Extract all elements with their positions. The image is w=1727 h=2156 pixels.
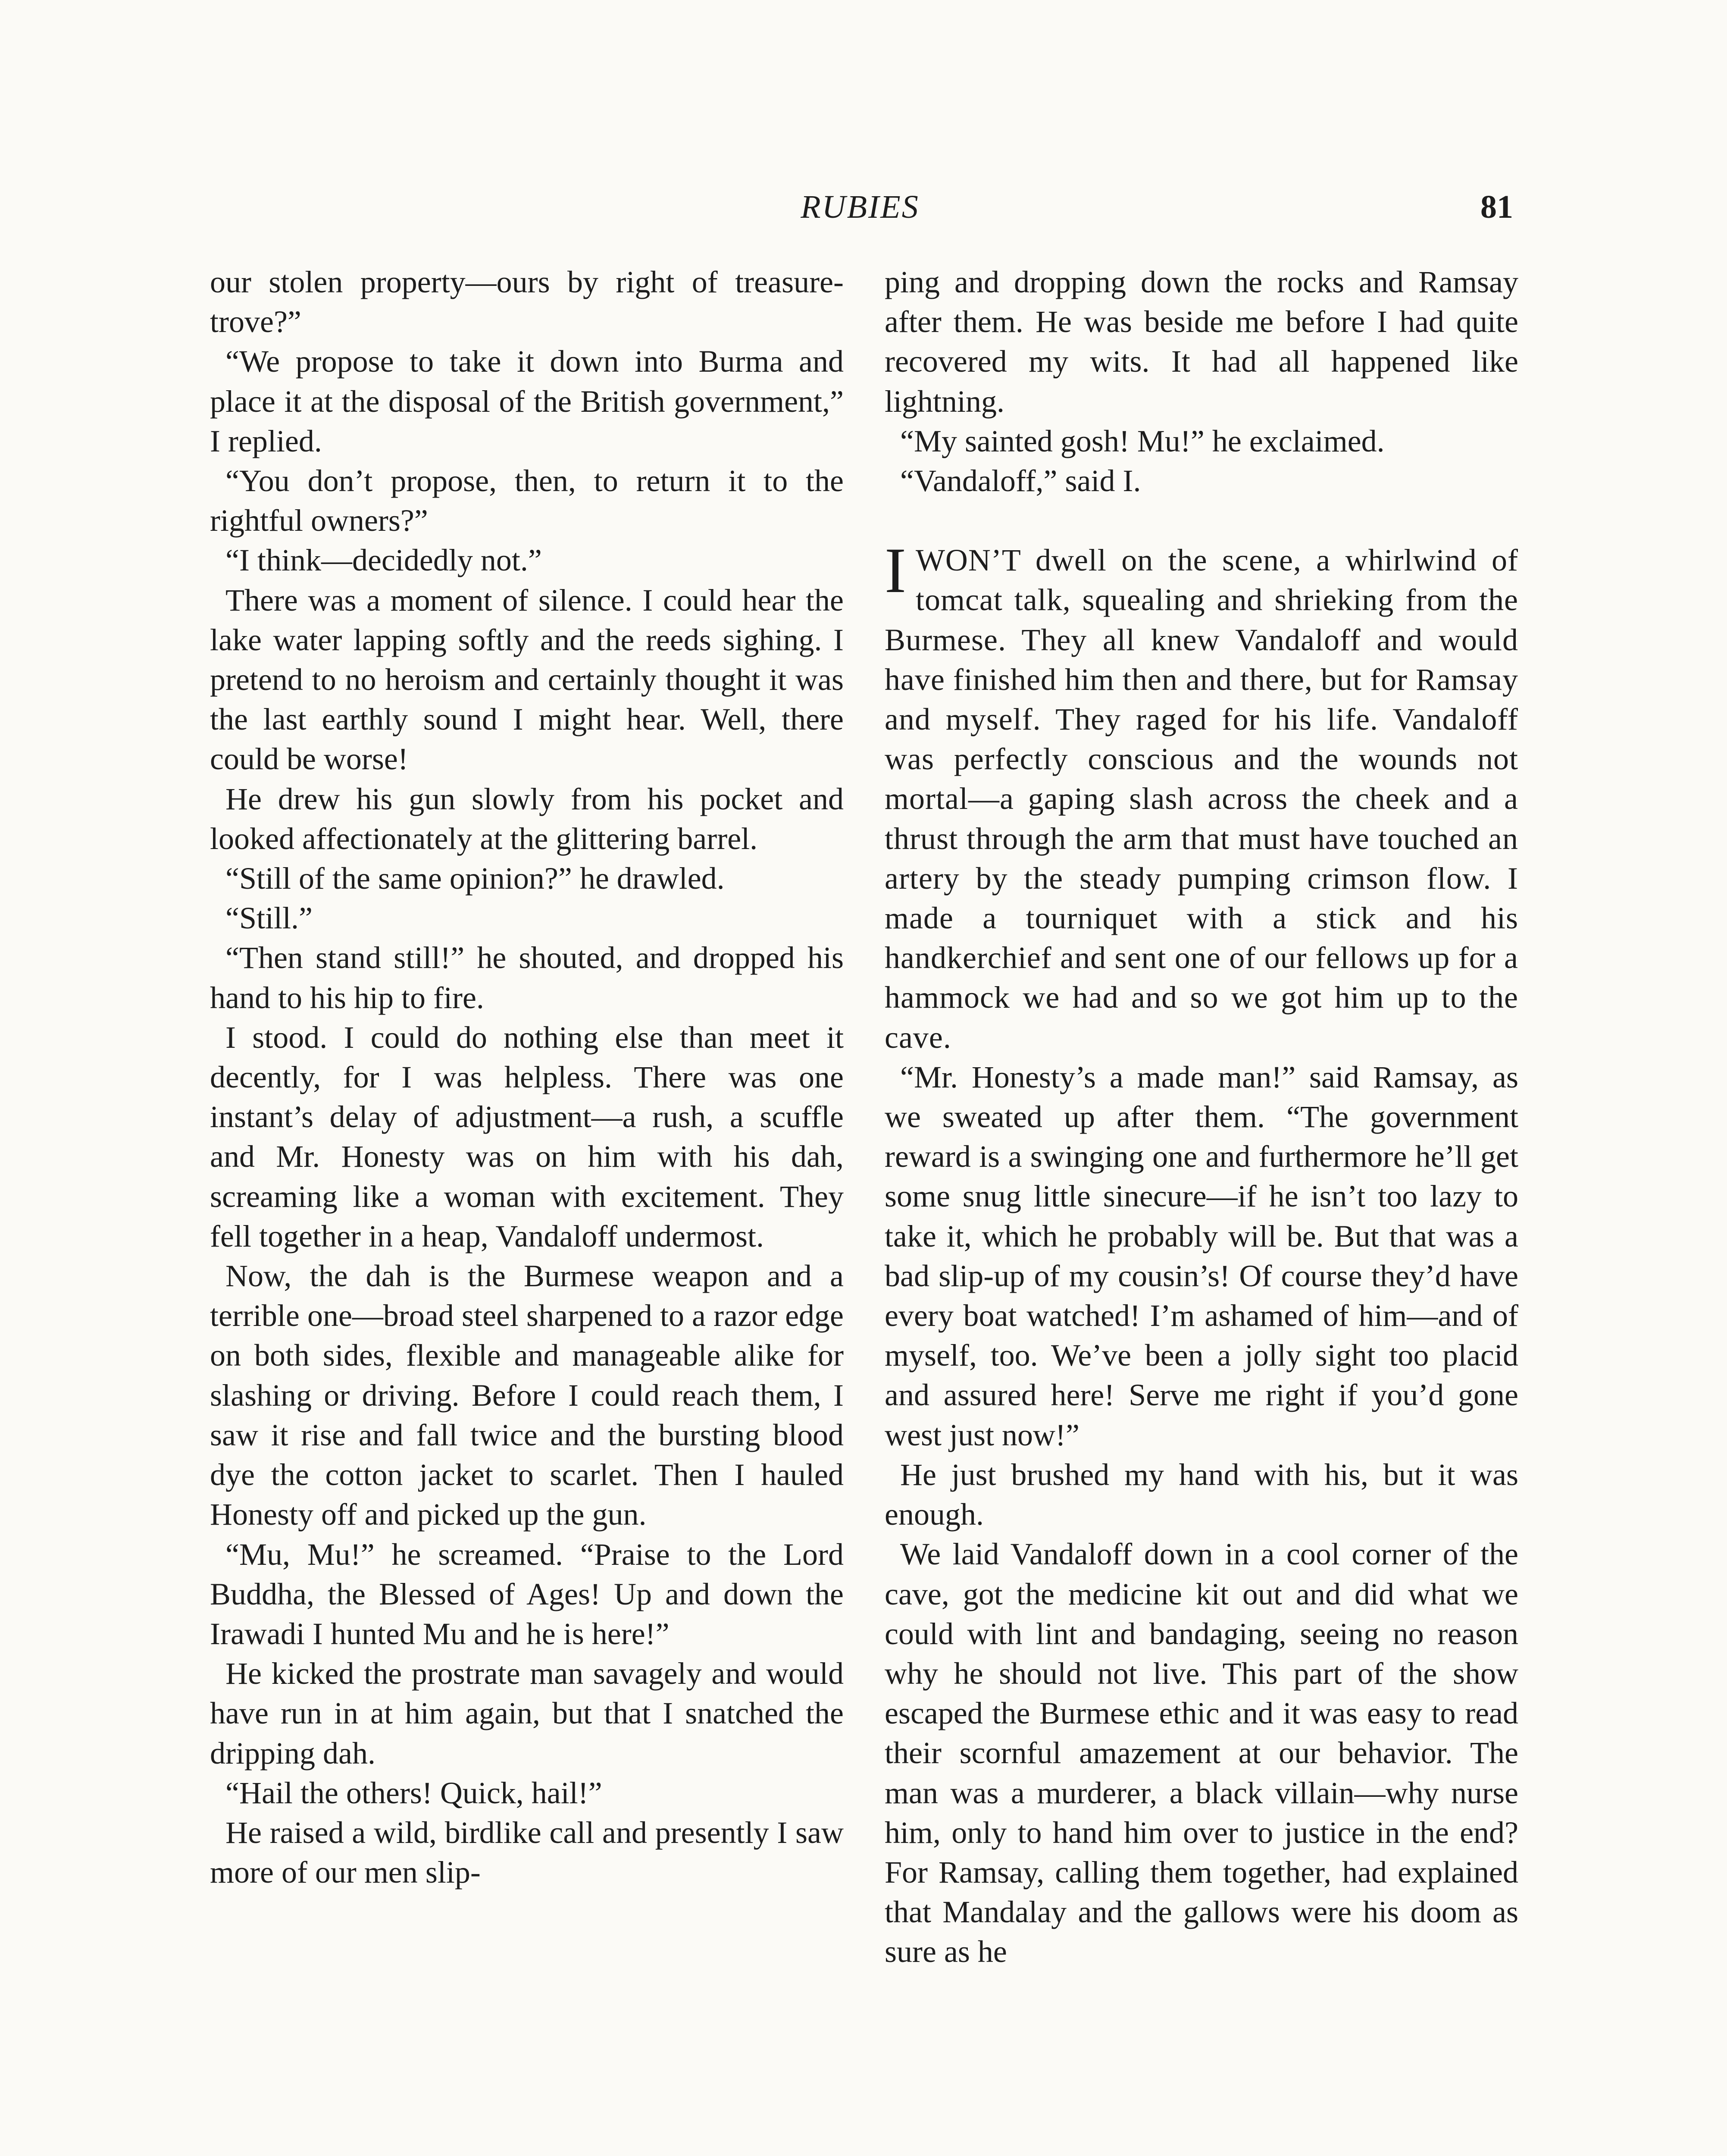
paragraph: our stolen property—ours by right of treasure-trove?”	[210, 265, 844, 339]
page-number: 81	[1480, 189, 1513, 225]
paragraph: We laid Vandaloff down in a cool corner of the cave, got the medicine kit out and did what we could with lint and bandaging, seeing no reason why he should not live. This part of the show escaped the Burmese ethic and it was easy to read their scornful amazement at our behavior. The man was a murderer, a black villain—why nurse him, only to hand him over to justice in the end? For Ramsay, calling them together, had explained that Mandalay and the gallows were his doom as sure as he	[885, 1537, 1518, 1969]
chapter-title: RUBIES	[801, 189, 920, 225]
running-head	[207, 181, 1513, 233]
paragraph: He drew his gun slowly from his pocket and looked affectionately at the glittering barrel.	[210, 781, 844, 856]
paragraph: I stood. I could do nothing else than meet it decently, for I was helpless. There was one instant’s delay of adjustment—a rush, a scuffle and Mr. Honesty was on him with his dah, screaming like a woman with excitement. They fell together in a heap, Vandaloff undermost.	[210, 1020, 844, 1253]
left-column	[210, 262, 844, 1892]
paragraph: “My sainted gosh! Mu!” he exclaimed.	[900, 423, 1385, 458]
paragraph: ping and dropping down the rocks and Ramsay after them. He was beside me before I had quite recovered my wits. It had all happened like lightning.	[885, 265, 1518, 419]
paragraph: He kicked the prostrate man savagely and would have run in at him again, but that I snatched the dripping dah.	[210, 1656, 844, 1771]
paragraph: “Hail the others! Quick, hail!”	[225, 1775, 602, 1810]
paragraph: “You don’t propose, then, to return it to the rightful owners?”	[210, 464, 844, 538]
paragraph: Now, the dah is the Burmese weapon and a terrible one—broad steel sharpened to a razor edge on both sides, flexible and manageable alike for slashing or driving. Before I could reach them, I saw it rise and fall twice and the bursting blood dye the cotton jacket to scarlet. Then I hauled Honesty off and picked up the gun.	[210, 1259, 844, 1532]
paragraph: “Mr. Honesty’s a made man!” said Ramsay, as we sweated up after them. “The government reward is a swinging one and furthermore he’ll get some snug little sinecure—if he isn’t too lazy to take it, which he probably will be. But that was a bad slip-up of my cousin’s! Of course they’d have every boat watched! I’m ashamed of him—and of myself, too. We’ve been a jolly sight too placid and assured here! Serve me right if you’d gone west just now!”	[885, 1059, 1518, 1452]
drop-cap: I	[885, 535, 906, 607]
paragraph: “Vandaloff,” said I.	[900, 464, 1141, 498]
paragraph: He raised a wild, birdlike call and presently I saw more of our men slip-	[210, 1815, 844, 1890]
paragraph: “We propose to take it down into Burma and place it at the disposal of the British government,” I replied.	[210, 344, 844, 458]
section-opening-paragraph	[885, 535, 1518, 1057]
paragraph: “Then stand still!” he shouted, and dropped his hand to his hip to fire.	[210, 940, 844, 1015]
paragraph: There was a moment of silence. I could hear the lake water lapping softly and the reeds sighing. I pretend to no heroism and certainly thought it was the last earthly sound I might hear. Well, there could be worse!	[210, 583, 844, 777]
paragraph: “Still.”	[225, 901, 313, 936]
paragraph: He just brushed my hand with his, but it was enough.	[885, 1457, 1518, 1532]
right-column	[885, 262, 1518, 1972]
paragraph: “Mu, Mu!” he screamed. “Praise to the Lord Buddha, the Blessed of Ages! Up and down the Irawadi I hunted Mu and he is here!”	[210, 1537, 844, 1651]
section-lead-text: WON’T dwell on the scene, a whirlwind of tomcat talk, squealing and shrieking from the Burmese. They all knew Vandaloff and would have finished him then and there, but for Ramsay and myself. They raged for his life. Vandaloff was perfectly conscious and the wounds not mortal—a gaping slash across the cheek and a thrust through the arm that must have touched an artery by the steady pumping crimson flow. I made a tourniquet with a stick and his handkerchief and sent one of our fellows up for a hammock we had and so we got him up to the cave.	[885, 543, 1518, 1055]
paragraph: “I think—decidedly not.”	[225, 543, 542, 578]
paragraph: “Still of the same opinion?” he drawled.	[225, 861, 725, 896]
